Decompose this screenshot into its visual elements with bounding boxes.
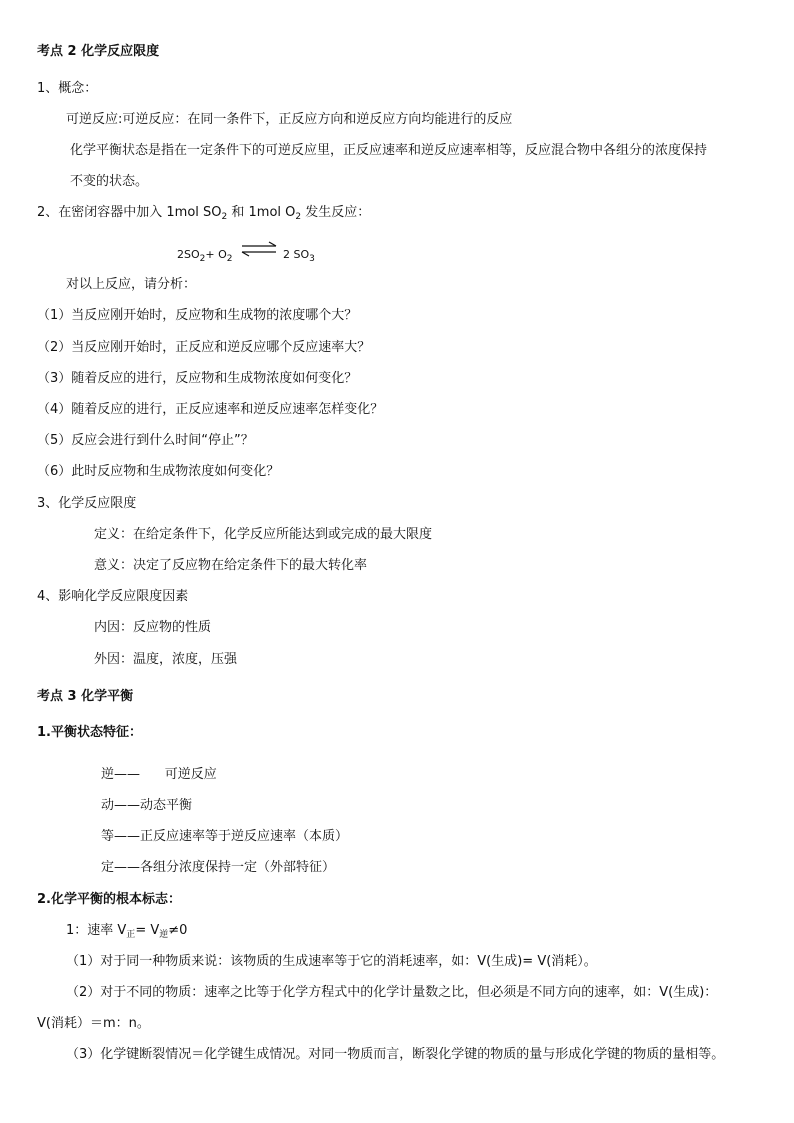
analysis-intro: 对以上反应，请分析： (66, 277, 197, 292)
limit-factors-label: 4、影响化学反应限度因素 (37, 589, 189, 604)
reaction-limit-meaning: 意义：决定了反应物在给定条件下的最大转化率 (94, 558, 368, 573)
concept-label: 1、概念： (37, 81, 98, 96)
criterion-bond-breaking: （3）化学键断裂情况＝化学键生成情况。对同一物质而言，断裂化学键的物质的量与形成化学键的物质的量相等。 (66, 1047, 725, 1062)
reaction-limit-label: 3、化学反应限度 (37, 496, 137, 511)
feature-constant: 定——各组分浓度保持一定（外部特征） (101, 860, 336, 875)
question-4: （4）随着反应的进行，正反应速率和逆反应速率怎样变化？ (37, 402, 384, 417)
feature-reversible: 逆—— 可逆反应 (101, 767, 217, 782)
equation-products: 2 $SO_3$ (283, 248, 315, 264)
question-2: （2）当反应刚开始时，正反应和逆反应哪个反应速率大？ (37, 340, 371, 355)
feature-equal: 等——正反应速率等于逆反应速率（本质） (101, 829, 349, 844)
reaction-limit-definition: 定义：在给定条件下，化学反应所能达到或完成的最大限度 (94, 527, 433, 542)
section-2-heading: 考点 2 化学反应限度 (37, 44, 160, 59)
criterion-same-substance: （1）对于同一种物质来说：该物质的生成速率等于它的消耗速率，如：V(生成)= V(消耗）。 (66, 954, 597, 969)
rate-condition: 1：速率 $V_正= V_逆\ne 0$ (66, 923, 188, 940)
criterion-different-substances-end: V(消耗）＝m：n。 (37, 1016, 150, 1031)
reversible-arrow-icon (240, 241, 278, 257)
external-factors: 外因：温度，浓度，压强 (94, 652, 238, 667)
criterion-different-substances: （2）对于不同的物质：速率之比等于化学方程式中的化学计量数之比，但必须是不同方向的速率，如：V(生成)： (66, 985, 718, 1000)
reversible-reaction-definition: 可逆反应:可逆反应：在同一条件下，正反应方向和逆反应方向均能进行的反应 (66, 112, 513, 127)
equilibrium-state-definition: 化学平衡状态是指在一定条件下的可逆反应里，正反应速率和逆反应速率相等，反应混合物中各组分的浓度保持 (70, 143, 708, 158)
question-5: （5）反应会进行到什么时间“停止”？ (37, 433, 254, 448)
question-1: （1）当反应刚开始时，反应物和生成物的浓度哪个大？ (37, 308, 358, 323)
equation-reactants: $2SO_2+ O_2$ (177, 248, 233, 264)
equilibrium-features-heading: 1.平衡状态特征： (37, 725, 142, 740)
equilibrium-criteria-heading: 2.化学平衡的根本标志： (37, 892, 181, 907)
internal-factor: 内因：反应物的性质 (94, 620, 212, 635)
experiment-setup: 2、在密闭容器中加入 1mol $SO_2$ 和 1mol $O_2$ 发生反应： (37, 205, 371, 222)
section-3-heading: 考点 3 化学平衡 (37, 689, 134, 704)
feature-dynamic: 动——动态平衡 (101, 798, 193, 813)
equilibrium-state-definition-end: 不变的状态。 (70, 174, 149, 189)
question-6: （6）此时反应物和生成物浓度如何变化？ (37, 464, 280, 479)
question-3: （3）随着反应的进行，反应物和生成物浓度如何变化？ (37, 371, 358, 386)
